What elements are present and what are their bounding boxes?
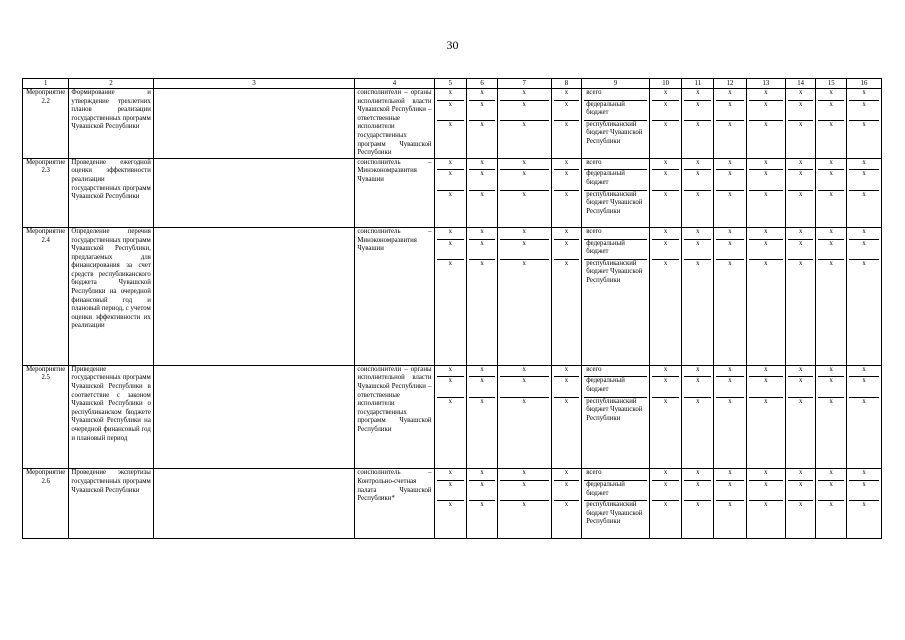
header-col-2: 2 (69, 79, 153, 89)
header-col-9: 9 (582, 79, 650, 89)
header-col-6: 6 (467, 79, 498, 89)
value-col-7 (497, 89, 551, 159)
x-mark: х (554, 190, 580, 227)
x-mark: х (716, 397, 744, 469)
x-mark: х (684, 169, 711, 189)
value-col-5 (434, 469, 467, 538)
header-col-13: 13 (746, 79, 785, 89)
x-mark: х (522, 89, 526, 96)
funding-source: федеральный бюджет (584, 100, 647, 120)
value-col-13 (746, 89, 785, 159)
value-col-10 (649, 158, 682, 227)
x-mark: х (829, 227, 833, 235)
x-mark: х (554, 120, 580, 157)
x-mark: х (818, 480, 844, 500)
x-mark: х (696, 158, 700, 166)
activity-id: Мероприятие 2.3 (23, 158, 69, 227)
funding-source: республиканский бюджет Чувашской Республики (584, 259, 647, 365)
x-mark: х (663, 158, 668, 166)
header-col-10: 10 (649, 79, 682, 89)
x-mark: х (818, 190, 844, 227)
value-col-10 (649, 365, 682, 469)
x-mark: х (862, 89, 866, 96)
x-mark: х (798, 469, 803, 477)
x-mark: х (798, 158, 803, 166)
x-mark: х (788, 259, 814, 365)
funding-source: всего (586, 365, 602, 373)
value-col-8 (551, 158, 582, 227)
value-col-16 (847, 227, 882, 365)
x-mark: х (448, 365, 453, 373)
value-col-11 (682, 89, 714, 159)
x-mark: х (437, 120, 465, 157)
x-mark: х (788, 239, 814, 259)
value-col-14 (785, 469, 816, 538)
x-mark: х (749, 376, 783, 396)
x-mark: х (684, 120, 711, 157)
value-col-11 (682, 469, 714, 538)
x-mark: х (663, 469, 668, 477)
x-mark: х (749, 397, 783, 469)
x-mark: х (448, 158, 453, 166)
x-mark: х (749, 100, 783, 120)
value-col-12 (714, 89, 747, 159)
value-col-14 (785, 158, 816, 227)
x-mark: х (469, 376, 495, 396)
x-mark: х (500, 480, 549, 500)
x-mark: х (684, 397, 711, 469)
funding-source: федеральный бюджет (584, 169, 647, 189)
value-col-6 (467, 158, 498, 227)
header-col-3: 3 (153, 79, 355, 89)
value-col-5 (434, 158, 467, 227)
value-col-8 (551, 469, 582, 538)
activity-id: Мероприятие 2.5 (23, 365, 69, 469)
x-mark: х (716, 169, 744, 189)
x-mark: х (818, 169, 844, 189)
x-mark: х (437, 259, 465, 365)
value-col-13 (746, 227, 785, 365)
x-mark: х (522, 227, 526, 235)
x-mark: х (849, 190, 879, 227)
x-mark: х (652, 100, 680, 120)
x-mark: х (437, 500, 465, 537)
x-mark: х (500, 397, 549, 469)
x-mark: х (652, 480, 680, 500)
x-mark: х (554, 100, 580, 120)
funding-sources (582, 365, 650, 469)
x-mark: х (437, 190, 465, 227)
x-mark: х (522, 469, 526, 477)
activity-name: Приведение государственных программ Чувашской Республики в соответствие с законом Чувашской Республики о республиканском бюджете Чувашской Республики на очередной финансовый год и плановый период (69, 365, 153, 469)
x-mark: х (749, 190, 783, 227)
x-mark: х (849, 376, 879, 396)
x-mark: х (818, 239, 844, 259)
x-mark: х (728, 469, 732, 477)
funding-sources (582, 227, 650, 365)
x-mark: х (554, 239, 580, 259)
x-mark: х (764, 469, 768, 477)
funding-sources (582, 89, 650, 159)
table-row (23, 227, 882, 365)
empty-cell (153, 158, 355, 227)
value-col-15 (816, 227, 847, 365)
x-mark: х (652, 190, 680, 227)
x-mark: х (829, 158, 833, 166)
x-mark: х (652, 239, 680, 259)
funding-source: всего (586, 469, 602, 477)
x-mark: х (652, 376, 680, 396)
activity-id: Мероприятие 2.4 (23, 227, 69, 365)
funding-source: республиканский бюджет Чувашской Республики (584, 190, 647, 227)
x-mark: х (480, 227, 484, 235)
value-col-11 (682, 158, 714, 227)
value-col-5 (434, 227, 467, 365)
x-mark: х (862, 469, 866, 477)
x-mark: х (684, 259, 711, 365)
table-row (23, 365, 882, 469)
x-mark: х (788, 190, 814, 227)
x-mark: х (728, 89, 732, 96)
funding-source: республиканский бюджет Чувашской Республики (584, 120, 647, 157)
x-mark: х (684, 480, 711, 500)
x-mark: х (554, 169, 580, 189)
x-mark: х (522, 365, 526, 373)
value-col-6 (467, 227, 498, 365)
x-mark: х (849, 120, 879, 157)
x-mark: х (862, 365, 866, 373)
x-mark: х (652, 500, 680, 537)
x-mark: х (764, 365, 768, 373)
funding-source: всего (586, 158, 602, 166)
x-mark: х (849, 259, 879, 365)
x-mark: х (437, 480, 465, 500)
x-mark: х (798, 227, 803, 235)
x-mark: х (764, 158, 768, 166)
x-mark: х (696, 469, 700, 477)
header-col-11: 11 (682, 79, 714, 89)
activity-executors: соисполнитель – Минэкономразвития Чувашии (355, 227, 434, 365)
empty-cell (153, 365, 355, 469)
x-mark: х (728, 158, 732, 166)
value-col-6 (467, 469, 498, 538)
value-col-16 (847, 365, 882, 469)
page-number: 30 (446, 38, 459, 52)
x-mark: х (480, 158, 484, 166)
x-mark: х (829, 469, 833, 477)
x-mark: х (469, 190, 495, 227)
x-mark: х (818, 376, 844, 396)
funding-source: всего (586, 89, 602, 96)
x-mark: х (564, 365, 569, 373)
x-mark: х (818, 500, 844, 537)
x-mark: х (554, 376, 580, 396)
x-mark: х (749, 169, 783, 189)
value-col-13 (746, 365, 785, 469)
value-col-11 (682, 365, 714, 469)
x-mark: х (684, 239, 711, 259)
x-mark: х (554, 480, 580, 500)
x-mark: х (716, 120, 744, 157)
x-mark: х (798, 365, 803, 373)
x-mark: х (818, 120, 844, 157)
header-col-12: 12 (714, 79, 747, 89)
x-mark: х (818, 259, 844, 365)
x-mark: х (554, 500, 580, 537)
value-col-10 (649, 227, 682, 365)
x-mark: х (554, 397, 580, 469)
x-mark: х (663, 227, 668, 235)
x-mark: х (849, 169, 879, 189)
x-mark: х (469, 259, 495, 365)
x-mark: х (564, 89, 569, 96)
activity-id: Мероприятие 2.6 (23, 469, 69, 538)
activity-name: Проведение экспертизы государственных программ Чувашской Республики (69, 469, 153, 538)
x-mark: х (829, 365, 833, 373)
empty-cell (153, 89, 355, 159)
x-mark: х (500, 239, 549, 259)
x-mark: х (500, 500, 549, 537)
value-col-11 (682, 227, 714, 365)
x-mark: х (696, 89, 700, 96)
header-col-16: 16 (847, 79, 882, 89)
x-mark: х (663, 89, 668, 96)
x-mark: х (437, 239, 465, 259)
x-mark: х (437, 169, 465, 189)
x-mark: х (818, 397, 844, 469)
activity-name: Проведение ежегодной оценки эффективности реализации государственных программ Чувашской Республики (69, 158, 153, 227)
program-table (22, 78, 882, 539)
x-mark: х (818, 100, 844, 120)
x-mark: х (448, 469, 453, 477)
x-mark: х (480, 89, 484, 96)
x-mark: х (564, 227, 569, 235)
value-col-15 (816, 469, 847, 538)
x-mark: х (749, 259, 783, 365)
x-mark: х (716, 259, 744, 365)
header-col-5: 5 (434, 79, 467, 89)
funding-source: республиканский бюджет Чувашской Республики (584, 397, 647, 469)
x-mark: х (554, 259, 580, 365)
x-mark: х (788, 120, 814, 157)
x-mark: х (448, 89, 453, 96)
value-col-7 (497, 227, 551, 365)
x-mark: х (716, 480, 744, 500)
x-mark: х (469, 480, 495, 500)
empty-cell (153, 469, 355, 538)
x-mark: х (437, 100, 465, 120)
x-mark: х (684, 190, 711, 227)
value-col-13 (746, 158, 785, 227)
value-col-14 (785, 227, 816, 365)
x-mark: х (749, 239, 783, 259)
x-mark: х (749, 500, 783, 537)
x-mark: х (716, 239, 744, 259)
x-mark: х (500, 259, 549, 365)
activity-executors: соисполнитель – Контрольно-счетная палата Чувашской Республики* (355, 469, 434, 538)
activity-id: Мероприятие 2.2 (23, 89, 69, 159)
funding-source: федеральный бюджет (584, 480, 647, 500)
x-mark: х (728, 365, 732, 373)
value-col-13 (746, 469, 785, 538)
x-mark: х (696, 365, 700, 373)
funding-source: федеральный бюджет (584, 239, 647, 259)
value-col-10 (649, 469, 682, 538)
funding-source: республиканский бюджет Чувашской Республики (584, 500, 647, 537)
x-mark: х (480, 469, 484, 477)
funding-sources (582, 469, 650, 538)
x-mark: х (764, 89, 768, 96)
x-mark: х (716, 190, 744, 227)
header-col-1: 1 (23, 79, 69, 89)
x-mark: х (788, 100, 814, 120)
x-mark: х (716, 500, 744, 537)
activity-executors: соисполнители – органы исполнительной власти Чувашской Республики – ответственные исполнители государственных программ Чувашской Республики (355, 365, 434, 469)
x-mark: х (652, 169, 680, 189)
value-col-16 (847, 469, 882, 538)
x-mark: х (469, 120, 495, 157)
x-mark: х (728, 227, 732, 235)
value-col-5 (434, 89, 467, 159)
x-mark: х (500, 169, 549, 189)
x-mark: х (749, 120, 783, 157)
x-mark: х (829, 89, 833, 96)
value-col-16 (847, 89, 882, 159)
value-col-8 (551, 365, 582, 469)
x-mark: х (448, 227, 453, 235)
x-mark: х (437, 397, 465, 469)
value-col-12 (714, 469, 747, 538)
value-col-12 (714, 227, 747, 365)
value-col-6 (467, 365, 498, 469)
value-col-5 (434, 365, 467, 469)
x-mark: х (437, 376, 465, 396)
x-mark: х (663, 365, 668, 373)
x-mark: х (684, 500, 711, 537)
x-mark: х (469, 239, 495, 259)
x-mark: х (696, 227, 700, 235)
value-col-8 (551, 89, 582, 159)
value-col-15 (816, 89, 847, 159)
value-col-7 (497, 469, 551, 538)
table-row (23, 89, 882, 159)
x-mark: х (788, 169, 814, 189)
x-mark: х (564, 158, 569, 166)
header-col-7: 7 (497, 79, 551, 89)
x-mark: х (849, 100, 879, 120)
activity-executors: соисполнитель – Минэкономразвития Чувашии (355, 158, 434, 227)
x-mark: х (500, 100, 549, 120)
x-mark: х (500, 120, 549, 157)
x-mark: х (788, 376, 814, 396)
value-col-15 (816, 365, 847, 469)
value-col-7 (497, 365, 551, 469)
header-col-15: 15 (816, 79, 847, 89)
x-mark: х (469, 500, 495, 537)
table-row (23, 158, 882, 227)
x-mark: х (564, 469, 569, 477)
value-col-14 (785, 365, 816, 469)
x-mark: х (798, 89, 803, 96)
x-mark: х (788, 480, 814, 500)
x-mark: х (500, 376, 549, 396)
value-col-12 (714, 158, 747, 227)
header-col-8: 8 (551, 79, 582, 89)
funding-source: федеральный бюджет (584, 376, 647, 396)
value-col-15 (816, 158, 847, 227)
value-col-7 (497, 158, 551, 227)
x-mark: х (469, 169, 495, 189)
x-mark: х (522, 158, 526, 166)
x-mark: х (716, 376, 744, 396)
x-mark: х (849, 500, 879, 537)
x-mark: х (849, 239, 879, 259)
activity-executors: соисполнители – органы исполнительной власти Чувашской Республики – ответственные исполнители государственных программ Чувашской Республики (355, 89, 434, 159)
x-mark: х (849, 480, 879, 500)
header-row (23, 79, 882, 89)
x-mark: х (749, 480, 783, 500)
x-mark: х (469, 100, 495, 120)
value-col-8 (551, 227, 582, 365)
x-mark: х (716, 100, 744, 120)
x-mark: х (764, 227, 768, 235)
value-col-6 (467, 89, 498, 159)
x-mark: х (480, 365, 484, 373)
x-mark: х (652, 120, 680, 157)
value-col-16 (847, 158, 882, 227)
x-mark: х (849, 397, 879, 469)
header-col-14: 14 (785, 79, 816, 89)
value-col-14 (785, 89, 816, 159)
x-mark: х (500, 190, 549, 227)
x-mark: х (788, 500, 814, 537)
x-mark: х (684, 376, 711, 396)
value-col-12 (714, 365, 747, 469)
activity-name: Определение перечня государственных программ Чувашской Республики, предлагаемых для финансирования за счет средств республиканского бюджета Чувашской Республики на очередной финансовый год и плановый период, с учетом оценки эффективности их реализации (69, 227, 153, 365)
x-mark: х (862, 227, 866, 235)
x-mark: х (652, 259, 680, 365)
x-mark: х (788, 397, 814, 469)
funding-sources (582, 158, 650, 227)
empty-cell (153, 227, 355, 365)
header-col-4: 4 (355, 79, 434, 89)
funding-source: всего (586, 227, 602, 235)
activity-name: Формирование и утверждение трехлетних планов реализации государственных программ Чувашской Республики (69, 89, 153, 159)
x-mark: х (862, 158, 866, 166)
table-row (23, 469, 882, 538)
value-col-10 (649, 89, 682, 159)
x-mark: х (652, 397, 680, 469)
x-mark: х (684, 100, 711, 120)
x-mark: х (469, 397, 495, 469)
